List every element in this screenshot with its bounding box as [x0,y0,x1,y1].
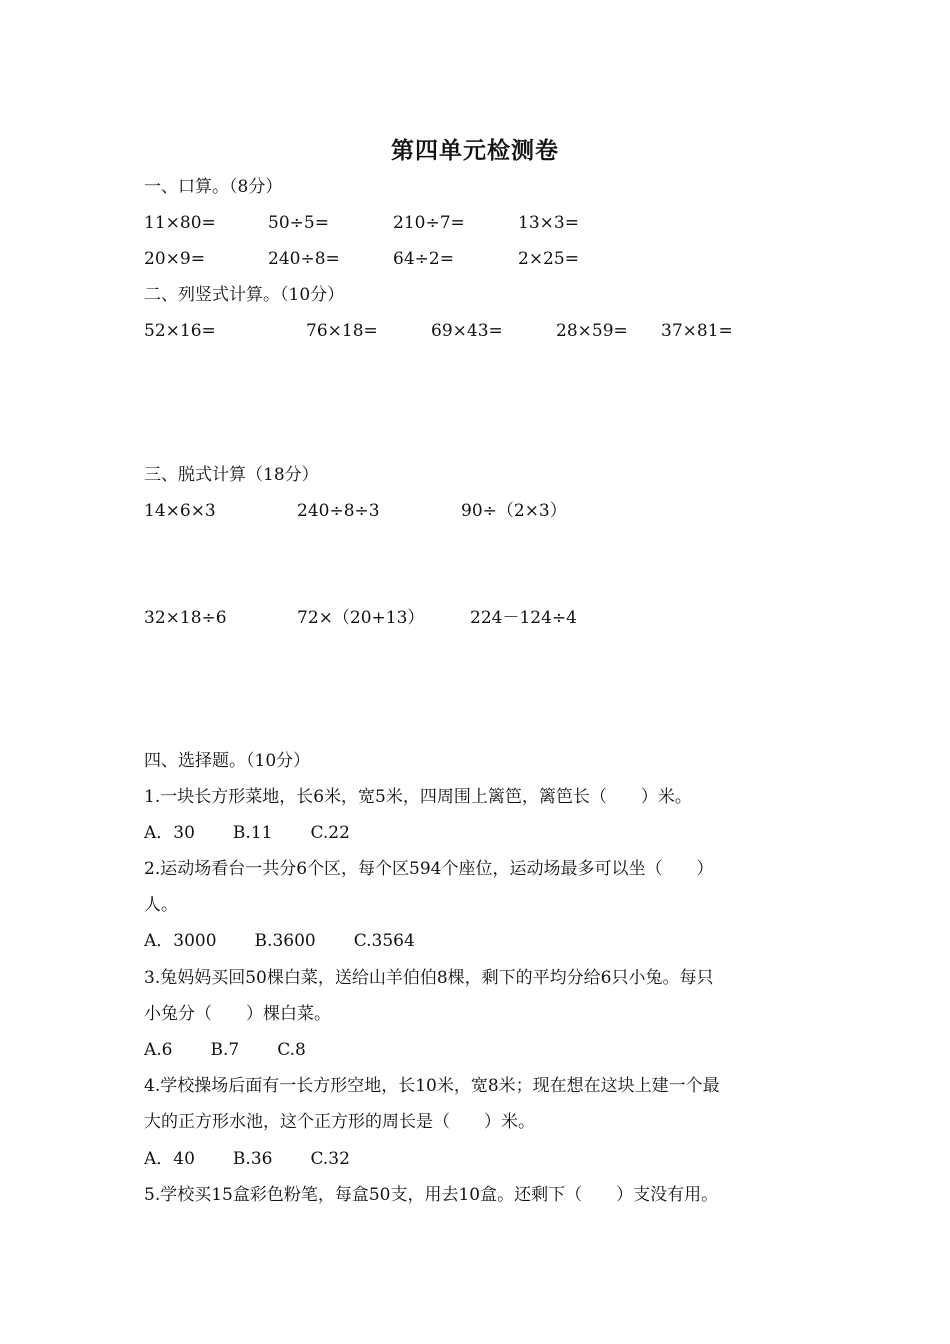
question-2: 2.运动场看台一共分6个区，每个区594个座位，运动场最多可以坐（ ） [144,859,714,879]
option: C.8 [277,1040,306,1060]
stepwise-problem: 240÷8÷3 [297,501,380,521]
question-4-cont: 大的正方形水池，这个正方形的周长是（ ）米。 [144,1112,535,1132]
stepwise-problem: 90÷（2×3） [461,501,567,521]
oral-problem: 64÷2= [393,249,454,269]
oral-problem: 50÷5= [268,213,329,233]
stepwise-problem: 72×（20+13） [297,608,425,628]
vertical-problem: 28×59= [556,321,628,341]
vertical-problem: 52×16= [144,321,216,341]
option: A．40 [144,1149,195,1169]
oral-problem: 240÷8= [268,249,340,269]
option: B.11 [232,823,273,843]
oral-problem: 2×25= [518,249,579,269]
oral-problem: 11×80= [144,213,216,233]
vertical-problem: 37×81= [661,321,733,341]
question-4: 4.学校操场后面有一长方形空地，长10米，宽8米；现在想在这块上建一个最 [144,1076,720,1096]
question-2-cont: 人。 [144,895,178,915]
question-5: 5.学校买15盒彩色粉笔，每盒50支，用去10盒。还剩下（ ）支没有用。 [144,1185,719,1205]
oral-problem: 20×9= [144,249,205,269]
question-3: 3.兔妈妈买回50棵白菜，送给山羊伯伯8棵，剩下的平均分给6只小兔。每只 [144,968,714,988]
options-1 [144,820,388,846]
options-2 [144,928,453,954]
stepwise-problem: 14×6×3 [144,501,216,521]
options-3 [144,1037,344,1063]
option: B.36 [232,1149,273,1169]
option: C.32 [310,1149,350,1169]
oral-problem: 210÷7= [393,213,465,233]
options-4 [144,1146,388,1172]
question-3-cont: 小兔分（ ）棵白菜。 [144,1004,331,1024]
option: A.6 [144,1040,173,1060]
question-1: 1.一块长方形菜地，长6米，宽5米，四周围上篱笆，篱笆长（ ）米。 [144,787,692,807]
option: C.3564 [353,931,415,951]
section-heading-vertical: 二、列竖式计算。（10分） [144,285,345,305]
option: B.3600 [254,931,316,951]
vertical-problem: 69×43= [431,321,503,341]
oral-problem: 13×3= [518,213,579,233]
stepwise-problem: 32×18÷6 [144,608,227,628]
option: C.22 [310,823,350,843]
page-title: 第四单元检测卷 [391,137,559,164]
option: A．30 [144,823,195,843]
vertical-problem: 76×18= [306,321,378,341]
option: A．3000 [144,931,217,951]
stepwise-problem: 224－124÷4 [470,608,577,628]
section-heading-stepwise: 三、脱式计算（18分） [144,465,319,485]
option: B.7 [210,1040,240,1060]
section-heading-choice: 四、选择题。（10分） [144,751,311,771]
section-heading-oral: 一、口算。（8分） [144,177,283,197]
